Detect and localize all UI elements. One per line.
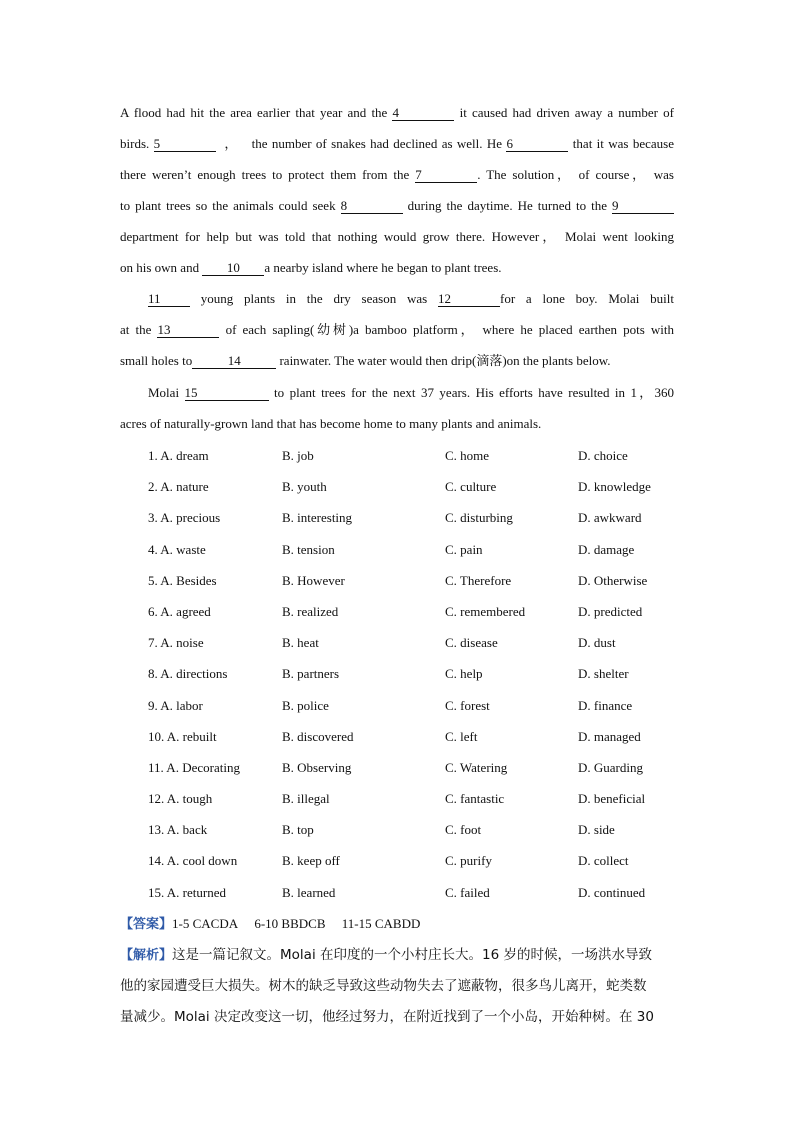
option-c: C. remembered: [445, 603, 526, 619]
passage-line: A flood had hit the area earlier that year and the 4 it caused had driven away a number of: [120, 105, 674, 120]
option-row: [148, 534, 688, 565]
explanation: [120, 940, 676, 1033]
blank-7: 7: [415, 168, 477, 183]
option-d: D. Guarding: [578, 759, 643, 775]
option-a: 9. A. labor: [148, 697, 203, 713]
explanation-label: 【解析】: [120, 948, 173, 963]
option-a: 11. A. Decorating: [148, 759, 240, 775]
option-row: [148, 502, 688, 533]
explanation-line: 【解析】这是一篇记叙文。Molai 在印度的一个小村庄长大。16 岁的时候，一场洪水导致: [120, 947, 652, 963]
blank-9: 9: [612, 199, 674, 214]
option-b: B. realized: [282, 603, 339, 619]
option-b: B. youth: [282, 479, 327, 495]
blank-12: 12: [438, 292, 500, 307]
option-b: B. learned: [282, 884, 336, 900]
option-d: D. choice: [578, 448, 628, 463]
passage-line: at the 13 of each sapling(幼树)a bamboo platform， where he placed earthen pots with: [120, 322, 674, 337]
option-row: [148, 596, 688, 627]
option-a: 3. A. precious: [148, 510, 221, 526]
option-row: [148, 845, 688, 876]
option-d: D. damage: [578, 541, 635, 557]
option-b: B. partners: [282, 666, 340, 682]
option-c: C. help: [445, 666, 483, 682]
option-d: D. finance: [578, 697, 633, 713]
option-d: D. predicted: [578, 603, 643, 619]
blank-4: 4: [392, 106, 454, 121]
option-c: C. home: [445, 448, 490, 463]
option-b: B. police: [282, 697, 329, 713]
answer-label: 【答案】: [120, 917, 173, 932]
passage-line: 11 young plants in the dry season was 12 for a lone boy. Molai built: [148, 291, 674, 306]
answer-options: [148, 440, 688, 908]
passage-line: department for help but was told that nothing would grow there. However， Molai went looking: [120, 229, 674, 244]
option-d: D. Otherwise: [578, 572, 648, 588]
passage-line: there weren’t enough trees to protect them from the 7 . The solution， of course， was: [120, 167, 674, 182]
option-d: D. shelter: [578, 666, 629, 682]
option-row: [148, 752, 688, 783]
blank-6: 6: [506, 137, 568, 152]
option-b: B. top: [282, 822, 314, 838]
option-d: D. collect: [578, 853, 629, 869]
passage-line: birds. 5 ， the number of snakes had declined as well. He 6 that it was because: [120, 136, 674, 151]
option-row: [148, 814, 688, 845]
option-c: C. Therefore: [445, 572, 512, 588]
option-a: 10. A. rebuilt: [148, 728, 217, 744]
option-d: D. side: [578, 822, 615, 838]
blank-11: 11: [148, 292, 190, 307]
blank-10: 10: [202, 261, 264, 276]
option-a: 14. A. cool down: [148, 853, 238, 869]
option-row: [148, 658, 688, 689]
option-a: 8. A. directions: [148, 666, 228, 682]
passage-line: to plant trees so the animals could seek 8 during the daytime. He turned to the 9: [120, 190, 674, 221]
option-d: D. dust: [578, 635, 616, 651]
passage-line: on his own and 10 a nearby island where he began to plant trees.: [120, 260, 502, 275]
blank-8: 8: [341, 199, 403, 214]
option-row: [148, 721, 688, 752]
option-b: B. interesting: [282, 510, 353, 526]
option-b: B. However: [282, 572, 345, 588]
option-d: D. managed: [578, 728, 641, 744]
option-c: C. fantastic: [445, 791, 505, 807]
blank-13: 13: [157, 323, 219, 338]
option-c: C. disease: [445, 635, 498, 651]
answer-line: [120, 908, 420, 940]
option-row: [148, 690, 688, 721]
option-a: 7. A. noise: [148, 635, 204, 651]
option-b: B. keep off: [282, 853, 340, 869]
passage-paragraph-1: [120, 97, 674, 283]
blank-15: 15: [185, 386, 269, 401]
passage-paragraph-3: [120, 377, 674, 439]
blank-14: 14: [192, 354, 276, 369]
passage-line: small holes to 14 rainwater. The water would then drip(滴落)on the plants below.: [120, 353, 611, 368]
option-a: 2. A. nature: [148, 479, 209, 495]
option-a: 1. A. dream: [148, 448, 209, 463]
option-c: C. forest: [445, 697, 490, 713]
option-b: B. discovered: [282, 728, 354, 744]
option-a: 13. A. back: [148, 822, 208, 838]
option-b: B. heat: [282, 635, 319, 651]
option-b: B. tension: [282, 541, 335, 557]
passage-line: Molai 15 to plant trees for the next 37 years. His efforts have resulted in 1，360: [148, 385, 674, 400]
option-c: C. Watering: [445, 759, 508, 775]
option-c: C. left: [445, 728, 478, 744]
option-d: D. knowledge: [578, 479, 651, 495]
option-d: D. awkward: [578, 510, 642, 526]
option-a: 12. A. tough: [148, 791, 213, 807]
option-b: B. illegal: [282, 791, 330, 807]
answer-text: 1-5 CACDA 6-10 BBDCB 11-15 CABDD: [172, 916, 421, 931]
option-row: [148, 627, 688, 658]
option-d: D. continued: [578, 884, 646, 900]
option-c: C. failed: [445, 884, 490, 900]
option-a: 15. A. returned: [148, 884, 226, 900]
option-a: 6. A. agreed: [148, 603, 211, 619]
explanation-line: 量减少。Molai 决定改变这一切，他经过努力，在附近找到了一个小岛，开始种树。在 30: [120, 1009, 654, 1025]
option-row: [148, 440, 688, 471]
option-c: C. foot: [445, 822, 482, 838]
option-row: [148, 565, 688, 596]
option-c: C. purify: [445, 853, 492, 869]
option-row: [148, 783, 688, 814]
option-d: D. beneficial: [578, 791, 646, 807]
option-c: C. pain: [445, 541, 483, 557]
passage-paragraph-2: [120, 283, 674, 376]
option-b: B. Observing: [282, 759, 352, 775]
option-a: 5. A. Besides: [148, 572, 217, 588]
option-row: [148, 877, 688, 908]
option-row: [148, 471, 688, 502]
passage-line: acres of naturally-grown land that has become home to many plants and animals.: [120, 416, 542, 431]
blank-5: 5: [154, 137, 216, 152]
option-a: 4. A. waste: [148, 541, 206, 557]
option-c: C. culture: [445, 479, 497, 495]
option-b: B. job: [282, 448, 314, 463]
explanation-line: 他的家园遭受巨大损失。树木的缺乏导致这些动物失去了遮蔽物，很多鸟儿离开，蛇类数: [120, 978, 647, 994]
option-c: C. disturbing: [445, 510, 513, 526]
